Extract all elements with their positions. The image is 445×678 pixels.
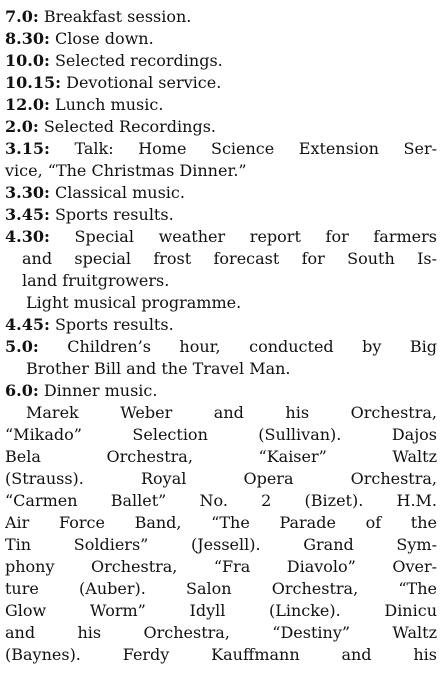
schedule-entry-recordings — [5, 116, 437, 138]
programme-text-line — [5, 490, 437, 512]
entry-time: 7.0: — [5, 7, 39, 26]
programme-text-line — [26, 402, 437, 424]
schedule-entry-dinner-music — [5, 380, 437, 402]
entry-text: Close down. — [54, 29, 154, 48]
entry-text: Talk: Home Science Extension Ser- — [74, 139, 437, 158]
schedule-entry-light-music — [26, 292, 437, 314]
entry-time: 10.0: — [5, 51, 50, 70]
entry-text: Lunch music. — [54, 95, 164, 114]
entry-text: Light musical programme. — [26, 293, 242, 312]
entry-text: and his Orchestra, “Destiny” Waltz — [5, 623, 437, 642]
entry-time: 12.0: — [5, 95, 50, 114]
entry-text: Bela Orchestra, “Kaiser” Waltz — [5, 447, 437, 466]
schedule-entry-weather-continued — [22, 248, 437, 270]
entry-text: “Mikado” Selection (Sullivan). Dajos — [5, 425, 437, 444]
entry-text: Special weather report for farmers — [74, 227, 437, 246]
entry-text: Sports results. — [54, 315, 174, 334]
schedule-entry-selected-recordings — [5, 50, 437, 72]
schedule-entry-devotional — [5, 72, 437, 94]
entry-text: Sports results. — [54, 205, 174, 224]
schedule-entry-childrens-hour-continued — [26, 358, 437, 380]
entry-text: Selected recordings. — [54, 51, 223, 70]
entry-text: Marek Weber and his Orchestra, — [26, 403, 437, 422]
programme-text-line — [5, 556, 437, 578]
entry-text: vice, “The Christmas Dinner.” — [5, 161, 247, 180]
schedule-entry-weather-continued — [22, 270, 437, 292]
entry-text: Selected Recordings. — [43, 117, 217, 136]
entry-text: Glow Worm” Idyll (Lincke). Dinicu — [5, 601, 437, 620]
entry-text: ture (Auber). Salon Orchestra, “The — [5, 579, 437, 598]
programme-text-line — [5, 424, 437, 446]
schedule-entry-sports-2 — [5, 314, 437, 336]
schedule-entry-close-down — [5, 28, 437, 50]
entry-text: and special frost forecast for South Is- — [22, 249, 437, 268]
schedule-entry-talk — [5, 138, 437, 160]
entry-text: (Strauss). Royal Opera Orchestra, — [5, 469, 437, 488]
schedule-entry-talk-continued — [5, 160, 437, 182]
schedule-entry-sports-1 — [5, 204, 437, 226]
entry-time: 2.0: — [5, 117, 39, 136]
entry-text: Classical music. — [54, 183, 185, 202]
entry-text: “Carmen Ballet” No. 2 (Bizet). H.M. — [5, 491, 437, 510]
entry-time: 3.15: — [5, 139, 50, 158]
entry-text: (Baynes). Ferdy Kauffmann and his — [5, 645, 437, 664]
programme-text-line — [5, 644, 437, 666]
schedule-entry-breakfast — [5, 6, 437, 28]
schedule-entry-classical — [5, 182, 437, 204]
entry-text: Dinner music. — [43, 381, 158, 400]
entry-text: land fruitgrowers. — [22, 271, 170, 290]
entry-text: phony Orchestra, “Fra Diavolo” Over- — [5, 557, 437, 576]
entry-time: 4.45: — [5, 315, 50, 334]
programme-text-line — [5, 512, 437, 534]
entry-text: Children’s hour, conducted by Big — [67, 337, 437, 356]
entry-text: Air Force Band, “The Parade of the — [5, 513, 437, 532]
programme-text-line — [5, 578, 437, 600]
entry-text: Breakfast session. — [43, 7, 192, 26]
entry-time: 6.0: — [5, 381, 39, 400]
schedule-entry-weather — [5, 226, 437, 248]
schedule-entry-childrens-hour — [5, 336, 437, 358]
entry-time: 4.30: — [5, 227, 50, 246]
entry-text: Brother Bill and the Travel Man. — [26, 359, 291, 378]
entry-time: 8.30: — [5, 29, 50, 48]
schedule-entry-lunch — [5, 94, 437, 116]
entry-time: 10.15: — [5, 73, 62, 92]
programme-text-line — [5, 446, 437, 468]
programme-text-line — [5, 622, 437, 644]
programme-text-line — [5, 600, 437, 622]
programme-text-line — [5, 468, 437, 490]
entry-time: 5.0: — [5, 337, 39, 356]
programme-text-line — [5, 534, 437, 556]
entry-time: 3.30: — [5, 183, 50, 202]
entry-text: Tin Soldiers” (Jessell). Grand Sym- — [5, 535, 437, 554]
entry-time: 3.45: — [5, 205, 50, 224]
entry-text: Devotional service. — [66, 73, 222, 92]
